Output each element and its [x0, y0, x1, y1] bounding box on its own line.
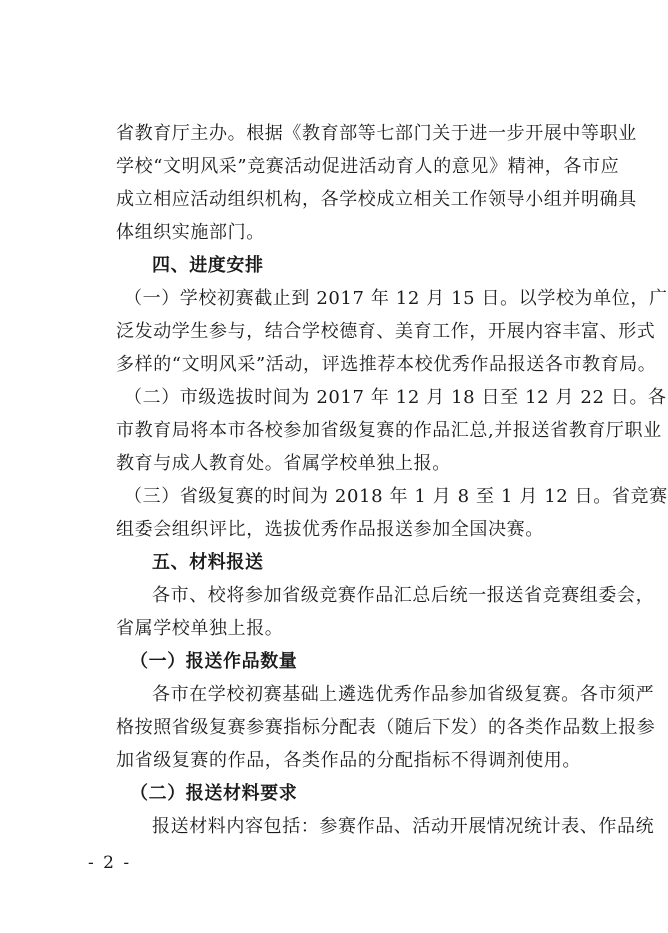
- body-line: 省教育厅主办。根据《教育部等七部门关于进一步开展中等职业: [116, 123, 637, 144]
- body-line: （三）省级复赛的时间为 2018 年 1 月 8 至 1 月 12 日。省竞赛: [124, 486, 668, 507]
- body-line: 成立相应活动组织机构，各学校成立相关工作领导小组并明确具: [116, 189, 637, 210]
- body-line: 多样的“文明风采”活动，评选推荐本校优秀作品报送各市教育局。: [116, 354, 657, 375]
- body-line: 市教育局将本市各校参加省级复赛的作品汇总,并报送省教育厅职业: [116, 420, 662, 441]
- section-heading-materials: 五、材料报送: [152, 552, 264, 573]
- body-line: （二）市级选拔时间为 2017 年 12 月 18 日至 12 月 22 日。各: [124, 387, 667, 408]
- body-line: （一）学校初赛截止到 2017 年 12 月 15 日。以学校为单位，广: [124, 288, 668, 309]
- body-line: 格按照省级复赛参赛指标分配表（随后下发）的各类作品数上报参: [116, 717, 656, 738]
- body-line: 各市在学校初赛基础上遴选优秀作品参加省级复赛。各市须严: [152, 684, 655, 705]
- subsection-heading-requirements: （二）报送材料要求: [130, 783, 298, 804]
- body-line: 教育与成人教育处。省属学校单独上报。: [116, 453, 451, 474]
- section-heading-schedule: 四、进度安排: [152, 255, 264, 276]
- body-line: 各市、校将参加省级竞赛作品汇总后统一报送省竞赛组委会，: [152, 585, 655, 606]
- body-line: 报送材料内容包括：参赛作品、活动开展情况统计表、作品统: [152, 816, 655, 837]
- body-line: 学校“文明风采”竞赛活动促进活动育人的意见》精神，各市应: [116, 156, 620, 177]
- page-number: - 2 -: [88, 853, 132, 873]
- page-body: [116, 117, 668, 843]
- body-line: 组委会组织评比，选拔优秀作品报送参加全国决赛。: [116, 519, 544, 540]
- body-line: 泛发动学生参与，结合学校德育、美育工作，开展内容丰富、形式: [116, 321, 656, 342]
- body-line: 省属学校单独上报。: [116, 618, 284, 639]
- subsection-heading-quantity: （一）报送作品数量: [130, 651, 298, 672]
- body-line: 加省级复赛的作品，各类作品的分配指标不得调剂使用。: [116, 750, 581, 771]
- body-line: 体组织实施部门。: [116, 222, 265, 243]
